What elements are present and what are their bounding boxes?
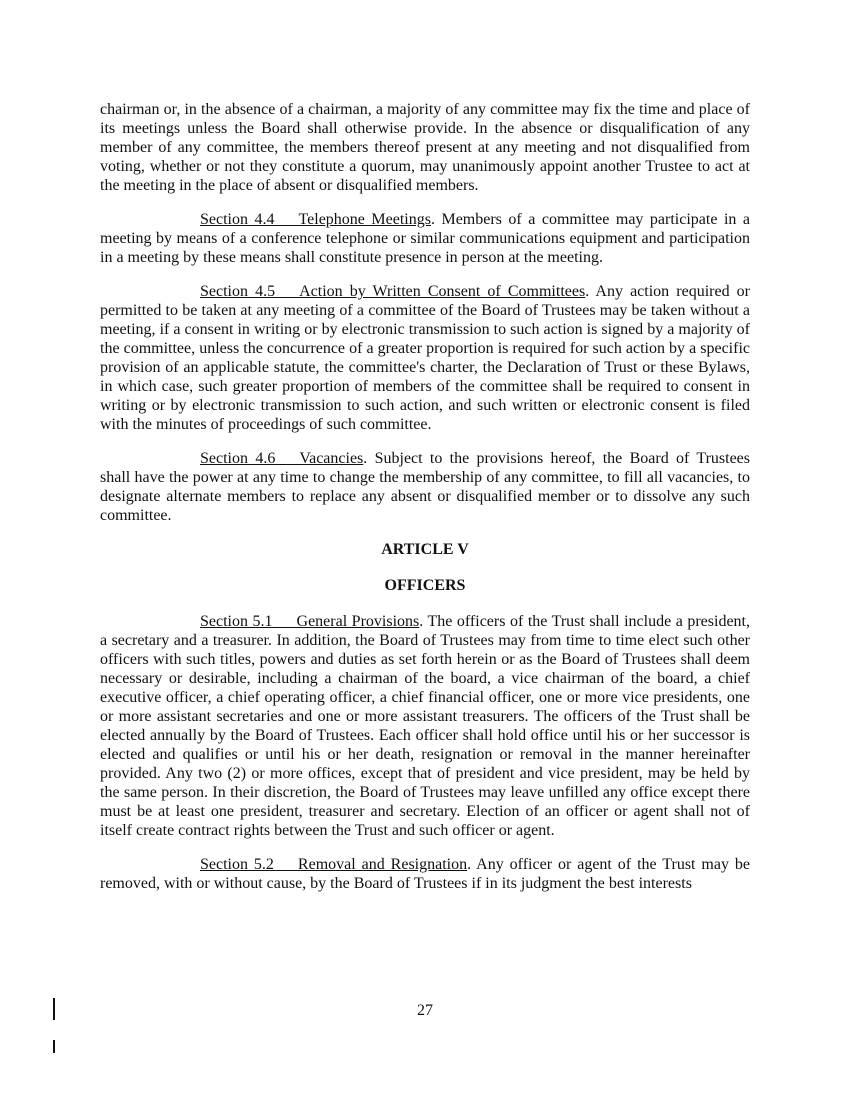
paragraph-committee-meetings	[100, 100, 750, 195]
section-4-6-heading: Section 4.6 Vacancies	[200, 450, 364, 467]
page-number: 27	[417, 1002, 433, 1019]
document-body	[100, 100, 750, 908]
section-4-5-heading: Section 4.5 Action by Written Consent of Committees	[200, 283, 586, 300]
section-5-2-heading: Section 5.2 Removal and Resignation	[200, 856, 468, 873]
section-4-5-text: . Any action required or permitted to be taken at any meeting of a committee of the Board of Trustees may be taken without a meeting, if a consent in writing or by electronic transmission to such action is signed by a majority of the committee, unless the concurrence of a greater proportion is required for such action by a specific provision of an applicable statute, the committee's charter, the Declaration of Trust or these Bylaws, in which case, such greater proportion of members of the committee shall be required to consent in writing or by electronic transmission to such action, and such written or electronic consent is filed with the minutes of proceedings of such committee.	[100, 283, 750, 433]
section-4-4-text: . Members of a committee may participate in a meeting by means of a conference telephone or similar communications equipment and participation in a meeting by these means shall constitute presence in person at the meeting.	[100, 211, 751, 266]
section-5-1-heading: Section 5.1 General Provisions	[200, 613, 420, 630]
section-4-4-heading: Section 4.4 Telephone Meetings	[200, 211, 431, 228]
article-title: OFFICERS	[384, 577, 466, 594]
section-4-6-text: . Subject to the provisions hereof, the Board of Trustees shall have the power at any time to change the membership of any committee, to fill all vacancies, to designate alternate members to replace any absent or disqualified member or to dissolve any such committee.	[100, 450, 751, 524]
section-5-2-paragraph	[100, 855, 750, 893]
section-4-6-paragraph	[100, 449, 750, 525]
section-5-1-paragraph	[100, 612, 750, 840]
article-number: ARTICLE V	[381, 541, 469, 558]
paragraph-text: chairman or, in the absence of a chairman, a majority of any committee may fix the time and place of its meetings unless the Board shall otherwise provide. In the absence or disqualification of any member of any committee, the members thereof present at any meeting and not disqualified from voting, whether or not they constitute a quorum, may unanimously appoint another Trustee to act at the meeting in the place of absent or disqualified members.	[100, 101, 750, 194]
section-4-4-paragraph	[100, 210, 750, 267]
section-4-5-paragraph	[100, 282, 750, 434]
revision-bar	[53, 1040, 55, 1053]
section-5-2-text: . Any officer or agent of the Trust may be removed, with or without cause, by the Board of Trustees if in its judgment the best interests	[100, 856, 751, 892]
section-5-1-text: . The officers of the Trust shall include a president, a secretary and a treasurer. In addition, the Board of Trustees may from time to time elect such other officers with such titles, powers and duties as set forth herein or as the Board of Trustees shall deem necessary or desirable, including a chairman of the board, a vice chairman of the board, a chief executive officer, a chief operating officer, a chief financial officer, one or more vice presidents, one or more assistant secretaries and one or more assistant treasurers. The officers of the Trust shall be elected annually by the Board of Trustees. Each officer shall hold office until his or her successor is elected and qualifies or until his or her death, resignation or removal in the manner hereinafter provided. Any two (2) or more offices, except that of president and vice president, may be held by the same person. In their discretion, the Board of Trustees may leave unfilled any office except there must be at least one president, treasurer and secretary. Election of an officer or agent shall not of itself create contract rights between the Trust and such officer or agent.	[100, 613, 750, 839]
